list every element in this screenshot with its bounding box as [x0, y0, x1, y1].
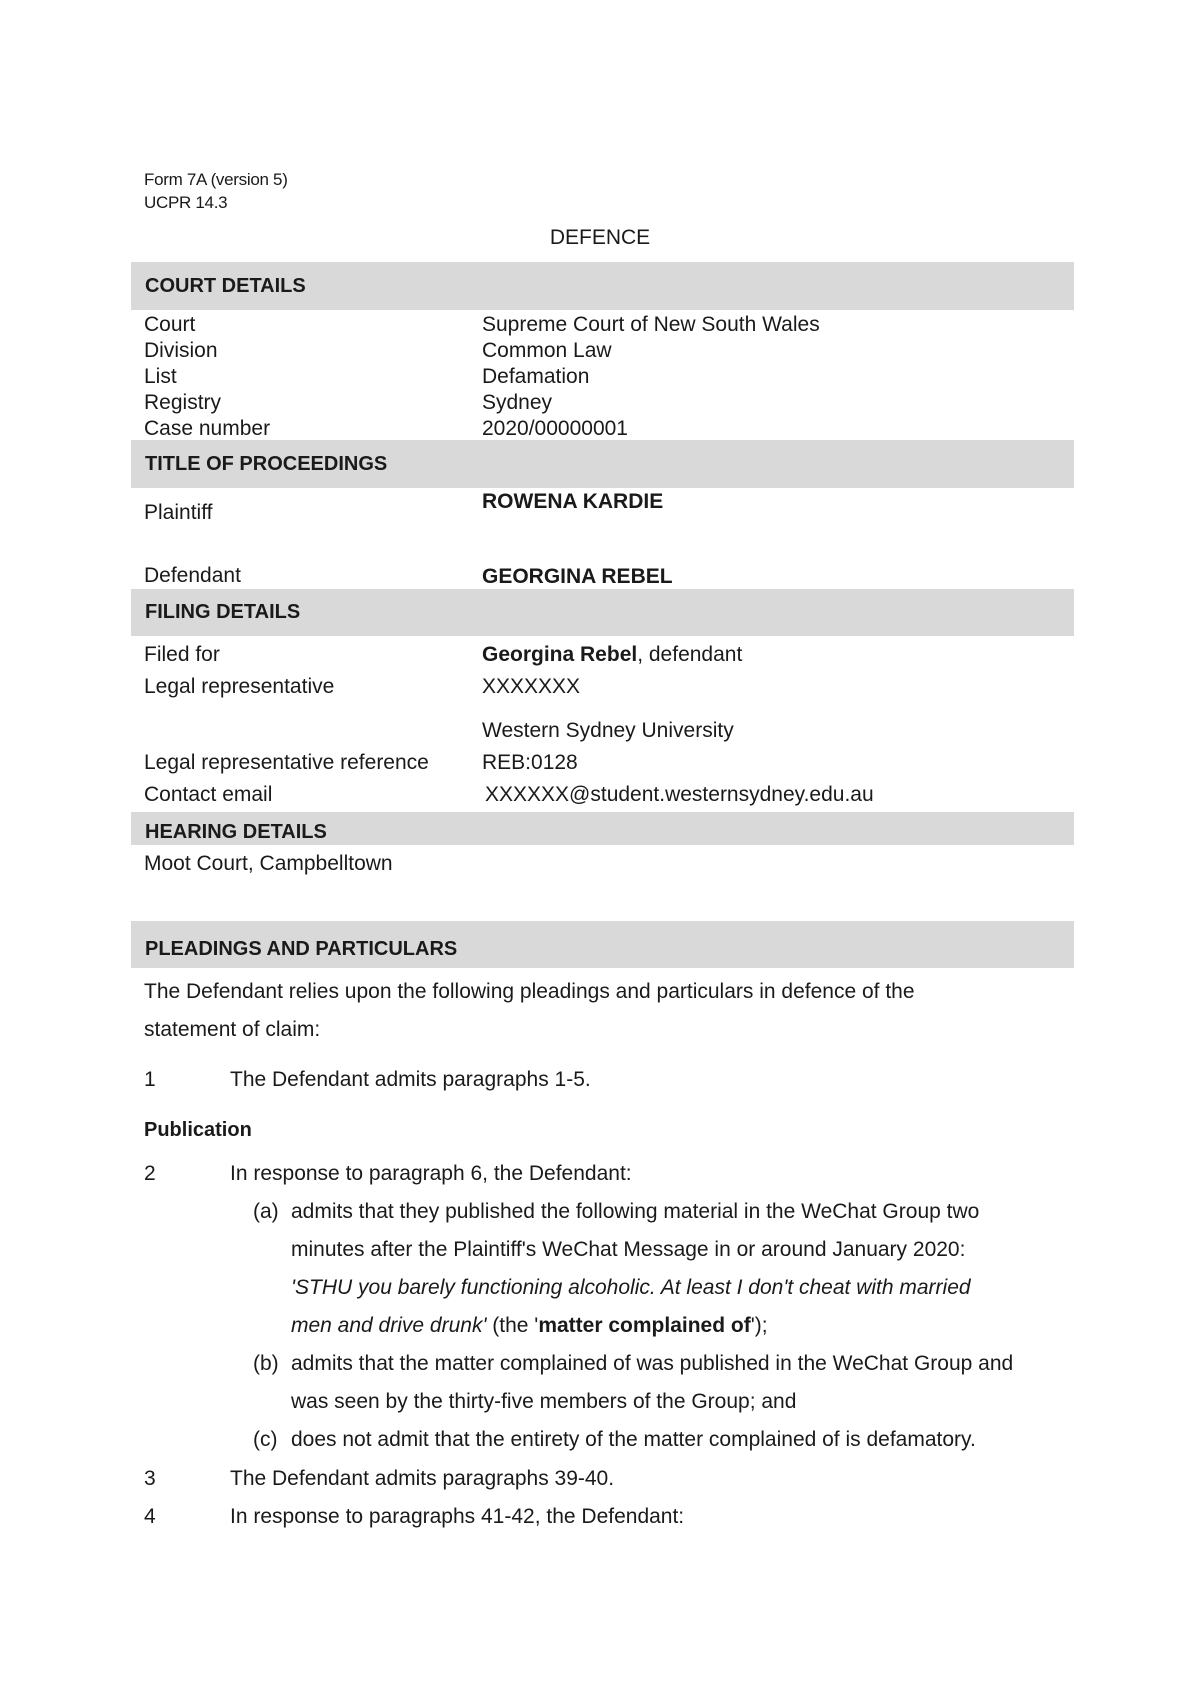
paragraph-2b-marker: (b) [253, 1352, 279, 1375]
paragraph-4-text: In response to paragraphs 41-42, the Defendant: [230, 1505, 685, 1528]
filed-for-value [482, 643, 742, 667]
title-of-proceedings-heading: TITLE OF PROCEEDINGS [131, 440, 1074, 488]
filed-for-label: Filed for [144, 643, 220, 666]
paragraph-1-text: The Defendant admits paragraphs 1-5. [230, 1068, 591, 1091]
paragraph-2-text: In response to paragraph 6, the Defendant: [230, 1162, 632, 1185]
publication-heading: Publication [144, 1119, 252, 1141]
filed-for-role: , defendant [637, 643, 743, 666]
court-label: Court [144, 313, 196, 336]
defined-term: matter complained of [538, 1314, 751, 1337]
paragraph-4-number: 4 [144, 1505, 156, 1528]
paragraph-2a-quote-line-2: men and drive drunk' [291, 1314, 487, 1337]
registry-label: Registry [144, 391, 222, 414]
case-number-label: Case number [144, 417, 271, 440]
document-title: DEFENCE [549, 226, 651, 249]
paragraph-2a-marker: (a) [253, 1200, 279, 1223]
legal-rep-reference-value: REB:0128 [482, 751, 578, 774]
paragraph-3-number: 3 [144, 1467, 156, 1490]
contact-email-value: XXXXXX@student.westernsydney.edu.au [485, 783, 874, 806]
list-label: List [144, 365, 177, 388]
rule-reference: UCPR 14.3 [144, 193, 228, 212]
pleadings-intro-line-1: The Defendant relies upon the following pleadings and particulars in defence of the [144, 980, 915, 1003]
defendant-value: GEORGINA REBEL [482, 565, 673, 588]
contact-email-label: Contact email [144, 783, 273, 806]
definition-open: (the ' [486, 1314, 539, 1337]
legal-rep-firm: Western Sydney University [482, 719, 734, 742]
definition-close: '); [750, 1314, 768, 1337]
paragraph-2a-line-1: admits that they published the following material in the WeChat Group two [291, 1200, 980, 1223]
registry-value: Sydney [482, 391, 553, 414]
paragraph-2b-line-1: admits that the matter complained of was published in the WeChat Group and [291, 1352, 1014, 1375]
form-version: Form 7A (version 5) [144, 170, 288, 189]
paragraph-2c-line-1: does not admit that the entirety of the matter complained of is defamatory. [291, 1428, 976, 1451]
paragraph-2a-quote-line-1: 'STHU you barely functioning alcoholic. At least I don't cheat with married [291, 1276, 971, 1299]
court-value: Supreme Court of New South Wales [482, 313, 820, 336]
filed-for-name: Georgina Rebel [482, 643, 638, 666]
paragraph-2a-line-2: minutes after the Plaintiff's WeChat Message in or around January 2020: [291, 1238, 966, 1261]
pleadings-intro-line-2: statement of claim: [144, 1018, 321, 1041]
paragraph-3-text: The Defendant admits paragraphs 39-40. [230, 1467, 615, 1490]
court-details-heading: COURT DETAILS [131, 262, 1074, 310]
division-value: Common Law [482, 339, 612, 362]
paragraph-2c-marker: (c) [253, 1428, 278, 1451]
plaintiff-label: Plaintiff [144, 501, 213, 524]
paragraph-2b-line-2: was seen by the thirty-five members of the Group; and [291, 1390, 797, 1413]
case-number-value: 2020/00000001 [482, 417, 628, 440]
hearing-details-heading: HEARING DETAILS [131, 812, 1074, 845]
legal-rep-label: Legal representative [144, 675, 335, 698]
list-value: Defamation [482, 365, 590, 388]
legal-rep-reference-label: Legal representative reference [144, 751, 429, 774]
pleadings-heading: PLEADINGS AND PARTICULARS [131, 921, 1074, 968]
plaintiff-value: ROWENA KARDIE [482, 490, 664, 513]
paragraph-1-number: 1 [144, 1068, 156, 1091]
legal-rep-value: XXXXXXX [482, 675, 581, 698]
hearing-details-value: Moot Court, Campbelltown [144, 852, 393, 875]
defendant-label: Defendant [144, 564, 241, 587]
filing-details-heading: FILING DETAILS [131, 589, 1074, 636]
paragraph-2-number: 2 [144, 1162, 156, 1185]
paragraph-2a-line-4 [291, 1314, 768, 1338]
division-label: Division [144, 339, 218, 362]
